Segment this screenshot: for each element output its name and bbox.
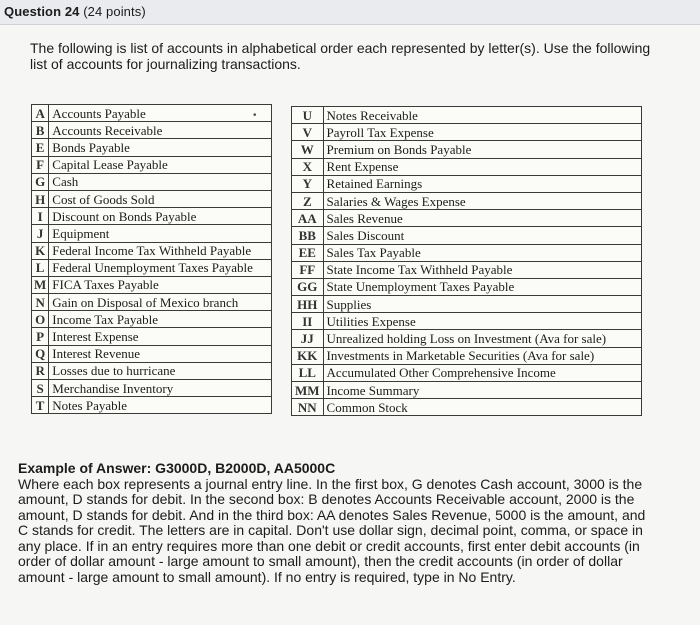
account-row (32, 380, 272, 397)
account-code: E (32, 139, 49, 156)
account-code: FF (292, 261, 324, 278)
account-code: NN (292, 399, 324, 416)
account-name: Supplies (323, 296, 641, 313)
account-name: Interest Revenue (49, 345, 272, 362)
account-code: P (32, 328, 49, 345)
account-code: F (32, 156, 49, 173)
account-name: Accumulated Other Comprehensive Income (323, 364, 641, 381)
account-row (32, 259, 272, 276)
account-row (292, 278, 642, 295)
account-row (32, 122, 272, 139)
account-name: Capital Lease Payable (49, 156, 272, 173)
account-code: BB (292, 227, 324, 244)
account-code: JJ (292, 330, 324, 347)
account-code: R (32, 362, 49, 379)
account-row (292, 261, 642, 278)
account-code: Y (292, 175, 324, 192)
question-points: (24 points) (83, 4, 146, 19)
account-row (32, 156, 272, 173)
account-row (292, 107, 642, 124)
account-name: Utilities Expense (323, 313, 641, 330)
account-row (292, 141, 642, 158)
account-name: Gain on Disposal of Mexico branch (49, 294, 272, 311)
account-row (32, 225, 272, 242)
account-row (32, 190, 272, 207)
account-code: I (32, 208, 49, 225)
account-name: Income Summary (323, 382, 641, 399)
account-code: B (32, 122, 49, 139)
account-name: Discount on Bonds Payable (49, 208, 272, 225)
account-code: GG (292, 278, 324, 295)
account-name: Notes Payable (49, 397, 272, 414)
account-row (292, 227, 642, 244)
account-row (32, 208, 272, 225)
account-code: EE (292, 244, 324, 261)
account-name: Income Tax Payable (49, 311, 272, 328)
account-code: G (32, 173, 49, 190)
account-name: Federal Income Tax Withheld Payable (49, 242, 272, 259)
example-heading: Example of Answer: G3000D, B2000D, AA5000C (18, 460, 336, 476)
account-name: Notes Receivable (323, 107, 641, 124)
account-row (292, 364, 642, 381)
account-code: W (292, 141, 324, 158)
accounts-table-left (31, 104, 272, 414)
account-code: V (292, 124, 324, 141)
account-name: Salaries & Wages Expense (323, 192, 641, 209)
account-code: U (292, 107, 324, 124)
account-row (292, 313, 642, 330)
account-code: M (32, 276, 49, 293)
account-row (32, 173, 272, 190)
account-row (32, 276, 272, 293)
accounts-table-right (291, 106, 642, 416)
account-row (292, 244, 642, 261)
account-row (32, 328, 272, 345)
account-row (32, 105, 272, 122)
account-row (32, 345, 272, 362)
account-row (292, 330, 642, 347)
account-row (292, 124, 642, 141)
account-code: K (32, 242, 49, 259)
account-name: State Income Tax Withheld Payable (323, 261, 641, 278)
account-name: State Unemployment Taxes Payable (323, 278, 641, 295)
account-name: Accounts Receivable (49, 122, 272, 139)
account-name: Bonds Payable (49, 139, 272, 156)
account-name: Sales Revenue (323, 210, 641, 227)
account-row (292, 296, 642, 313)
answer-example (18, 461, 658, 585)
account-name: FICA Taxes Payable (49, 276, 272, 293)
account-row (32, 242, 272, 259)
account-name: Equipment (49, 225, 272, 242)
account-code: Q (32, 345, 49, 362)
account-row (32, 397, 272, 414)
account-name: Retained Earnings (323, 175, 641, 192)
account-code: H (32, 190, 49, 207)
question-number: Question 24 (4, 4, 80, 19)
account-name: Federal Unemployment Taxes Payable (49, 259, 272, 276)
account-code: T (32, 397, 49, 414)
account-name: Investments in Marketable Securities (Ava for sale) (323, 347, 641, 364)
account-code: N (32, 294, 49, 311)
account-code: L (32, 259, 49, 276)
account-row (32, 362, 272, 379)
account-name: Accounts Payable (49, 105, 272, 122)
account-row (32, 311, 272, 328)
account-name: Sales Tax Payable (323, 244, 641, 261)
question-title (4, 4, 146, 19)
question-header (0, 0, 700, 25)
account-code: S (32, 380, 49, 397)
account-name: Sales Discount (323, 227, 641, 244)
account-name: Unrealized holding Loss on Investment (Ava for sale) (323, 330, 641, 347)
account-name: Rent Expense (323, 158, 641, 175)
account-row (292, 347, 642, 364)
account-name: Common Stock (323, 399, 641, 416)
account-code: AA (292, 210, 324, 227)
account-code: X (292, 158, 324, 175)
account-row (292, 192, 642, 209)
account-code: II (292, 313, 324, 330)
example-body: Where each box represents a journal entry line. In the first box, G denotes Cash account, 3000 is the amount, D stands for debit. In the second box: B denotes Accounts Receivable account, 2000 is the amount, D stands for debit. And in the third box: AA denotes Sales Revenue, 5000 is the amount, and C stands for credit. The letters are in capital. Don't use dollar sign, decimal point, comma, or space in any place. If in an entry requires more than one debit or credit accounts, first enter debit accounts (in order of dollar amount - large amount to small amount), then the credit accounts (in order of dollar amount - large amount to small amount). If no entry is required, type in No Entry. (18, 475, 646, 585)
account-row (292, 382, 642, 399)
account-code: KK (292, 347, 324, 364)
account-row (292, 210, 642, 227)
account-name: Cost of Goods Sold (49, 190, 272, 207)
account-row (32, 139, 272, 156)
instructions-text: The following is list of accounts in alphabetical order each represented by letter(s). Use the following list of accounts for journalizing transactions. (30, 40, 651, 72)
account-name: Premium on Bonds Payable (323, 141, 641, 158)
account-code: HH (292, 296, 324, 313)
bullet-dot: • (253, 110, 257, 121)
account-name: Losses due to hurricane (49, 362, 272, 379)
account-code: A (32, 105, 49, 122)
account-code: MM (292, 382, 324, 399)
account-code: O (32, 311, 49, 328)
account-row (292, 175, 642, 192)
account-name: Merchandise Inventory (49, 380, 272, 397)
account-row (32, 294, 272, 311)
account-code: Z (292, 192, 324, 209)
account-name: Payroll Tax Expense (323, 124, 641, 141)
account-name: Cash (49, 173, 272, 190)
account-name: Interest Expense (49, 328, 272, 345)
account-row (292, 399, 642, 416)
account-row (292, 158, 642, 175)
account-code: J (32, 225, 49, 242)
account-code: LL (292, 364, 324, 381)
